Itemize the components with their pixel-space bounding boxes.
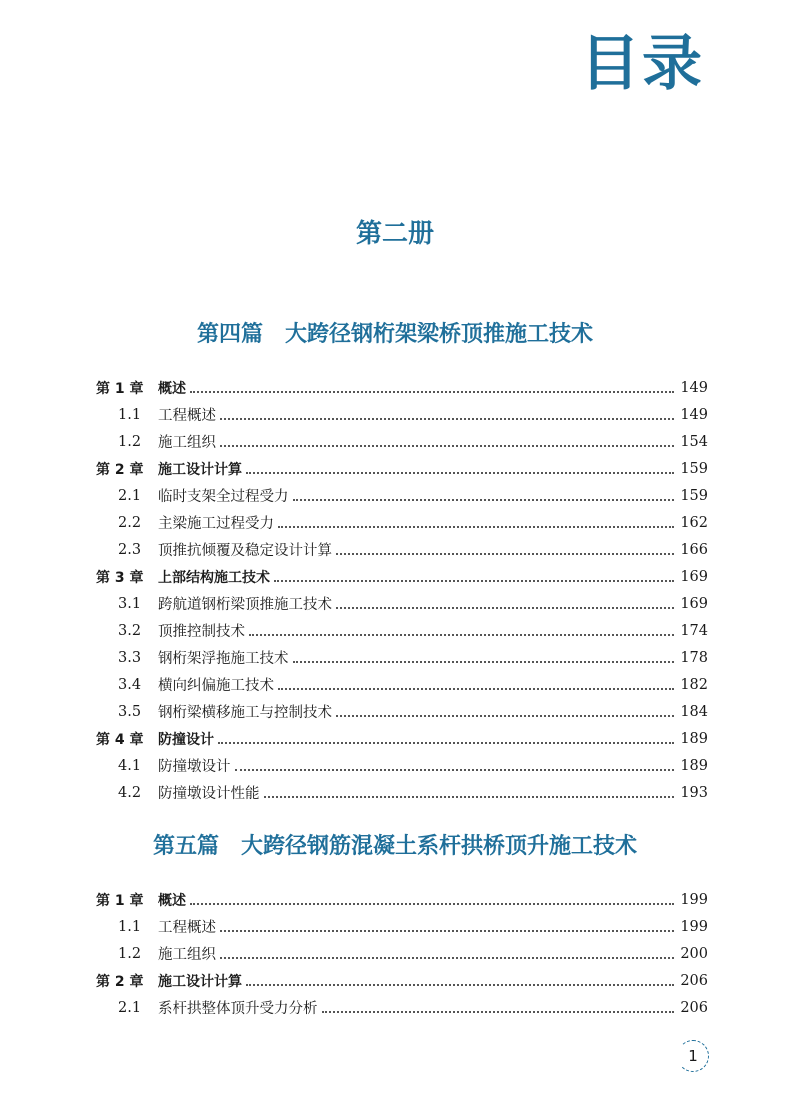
toc-entry-title: 概述 xyxy=(158,892,186,909)
toc-entry-number: 第 2 章 xyxy=(96,973,144,990)
toc-entry-title: 防撞墩设计性能 xyxy=(158,786,260,802)
page-number xyxy=(677,1040,709,1072)
page-title: 目录 xyxy=(580,29,704,99)
toc-entry-page: 199 xyxy=(680,918,708,935)
toc-entry-title: 工程概述 xyxy=(158,920,216,936)
dot-leader xyxy=(293,499,675,501)
dot-leader xyxy=(264,796,675,798)
dot-leader xyxy=(322,1011,675,1013)
toc-chapter-row[interactable] xyxy=(96,563,708,590)
toc-entry-number: 第 1 章 xyxy=(96,380,144,397)
toc-entry-number: 1.2 xyxy=(118,945,142,962)
toc-entry-page: 206 xyxy=(680,999,708,1016)
toc-entry-title: 施工组织 xyxy=(158,947,216,963)
toc-entry-title: 钢桁架浮拖施工技术 xyxy=(158,651,289,667)
dot-leader xyxy=(278,688,674,690)
toc-entry-page: 149 xyxy=(680,406,708,423)
toc-entry-page: 149 xyxy=(680,379,708,396)
dot-leader xyxy=(246,472,674,474)
toc-entry-number: 1.2 xyxy=(118,433,142,450)
toc-entry-title: 跨航道钢桁梁顶推施工技术 xyxy=(158,597,332,613)
toc-section-row[interactable] xyxy=(96,644,708,671)
toc-entry-title: 防撞设计 xyxy=(158,731,214,748)
part-heading xyxy=(0,318,790,350)
toc-entry-page: 182 xyxy=(680,676,708,693)
part-title: 大跨径钢桁架梁桥顶推施工技术 xyxy=(285,321,594,347)
part-title: 大跨径钢筋混凝土系杆拱桥顶升施工技术 xyxy=(241,833,638,859)
dot-leader xyxy=(336,553,674,555)
toc-section-row[interactable] xyxy=(96,401,708,428)
toc-entry-page: 174 xyxy=(680,622,708,639)
toc-entry-number: 1.1 xyxy=(118,406,142,423)
toc-entry-page: 206 xyxy=(680,972,708,989)
part-label: 第四篇 xyxy=(196,321,263,347)
toc-entry-title: 施工设计计算 xyxy=(158,461,242,478)
toc-chapter-row[interactable] xyxy=(96,725,708,752)
dot-leader xyxy=(235,769,675,771)
toc-entry-page: 189 xyxy=(680,730,708,747)
toc-entry-page: 159 xyxy=(680,460,708,477)
toc-entry-number: 第 2 章 xyxy=(96,461,144,478)
dot-leader xyxy=(220,957,674,959)
dot-leader xyxy=(246,984,674,986)
dot-leader xyxy=(274,580,674,582)
toc-entry-number: 4.1 xyxy=(118,757,142,774)
toc-entry-title: 临时支架全过程受力 xyxy=(158,489,289,505)
toc-entry-page: 193 xyxy=(680,784,708,801)
toc-entry-number: 3.1 xyxy=(118,595,142,612)
volume-title: 第二册 xyxy=(355,219,434,249)
toc-chapter-row[interactable] xyxy=(96,374,708,401)
toc-section-row[interactable] xyxy=(96,590,708,617)
dot-leader xyxy=(190,903,674,905)
toc-list xyxy=(96,886,708,1021)
toc-section-row[interactable] xyxy=(96,940,708,967)
toc-section-row[interactable] xyxy=(96,671,708,698)
toc-entry-title: 施工组织 xyxy=(158,435,216,451)
toc-section-row[interactable] xyxy=(96,509,708,536)
toc-entry-page: 184 xyxy=(680,703,708,720)
dot-leader xyxy=(220,418,674,420)
dot-leader xyxy=(190,391,674,393)
dot-leader xyxy=(278,526,674,528)
toc-entry-title: 施工设计计算 xyxy=(158,973,242,990)
toc-entry-title: 横向纠偏施工技术 xyxy=(158,678,274,694)
toc-entry-number: 4.2 xyxy=(118,784,142,801)
toc-list xyxy=(96,374,708,806)
toc-chapter-row[interactable] xyxy=(96,967,708,994)
dot-leader xyxy=(249,634,674,636)
toc-entry-title: 系杆拱整体顶升受力分析 xyxy=(158,1001,318,1017)
dot-leader xyxy=(220,445,674,447)
toc-entry-title: 概述 xyxy=(158,380,186,397)
toc-entry-title: 钢桁梁横移施工与控制技术 xyxy=(158,705,332,721)
toc-entry-page: 166 xyxy=(680,541,708,558)
toc-entry-number: 2.2 xyxy=(118,514,142,531)
toc-entry-number: 3.5 xyxy=(118,703,142,720)
toc-entry-number: 3.4 xyxy=(118,676,142,693)
dot-leader xyxy=(336,715,674,717)
toc-entry-page: 159 xyxy=(680,487,708,504)
toc-section-row[interactable] xyxy=(96,698,708,725)
dot-leader xyxy=(293,661,675,663)
dot-leader xyxy=(218,742,674,744)
toc-section-row[interactable] xyxy=(96,428,708,455)
toc-entry-number: 2.1 xyxy=(118,999,142,1016)
part-label: 第五篇 xyxy=(152,833,219,859)
toc-entry-page: 162 xyxy=(680,514,708,531)
toc-entry-title: 主梁施工过程受力 xyxy=(158,516,274,532)
toc-entry-number: 2.1 xyxy=(118,487,142,504)
part-heading xyxy=(0,830,790,862)
toc-section-row[interactable] xyxy=(96,913,708,940)
toc-section-row[interactable] xyxy=(96,482,708,509)
toc-entry-number: 3.2 xyxy=(118,622,142,639)
toc-chapter-row[interactable] xyxy=(96,455,708,482)
toc-entry-page: 154 xyxy=(680,433,708,450)
toc-entry-page: 189 xyxy=(680,757,708,774)
toc-entry-title: 顶推控制技术 xyxy=(158,624,245,640)
page-number-label: 1 xyxy=(688,1047,698,1065)
toc-entry-number: 3.3 xyxy=(118,649,142,666)
dot-leader xyxy=(336,607,674,609)
toc-entry-title: 顶推抗倾覆及稳定设计计算 xyxy=(158,543,332,559)
toc-section-row[interactable] xyxy=(96,536,708,563)
toc-entry-title: 防撞墩设计 xyxy=(158,759,231,775)
toc-entry-title: 工程概述 xyxy=(158,408,216,424)
toc-entry-page: 199 xyxy=(680,891,708,908)
toc-entry-number: 1.1 xyxy=(118,918,142,935)
toc-section-row[interactable] xyxy=(96,617,708,644)
toc-entry-number: 第 1 章 xyxy=(96,892,144,909)
toc-entry-number: 第 3 章 xyxy=(96,569,144,586)
toc-entry-page: 200 xyxy=(680,945,708,962)
toc-section-row[interactable] xyxy=(96,779,708,806)
toc-chapter-row[interactable] xyxy=(96,886,708,913)
toc-entry-page: 169 xyxy=(680,595,708,612)
toc-entry-title: 上部结构施工技术 xyxy=(158,569,270,586)
dot-leader xyxy=(220,930,674,932)
toc-entry-number: 2.3 xyxy=(118,541,142,558)
toc-entry-page: 178 xyxy=(680,649,708,666)
toc-section-row[interactable] xyxy=(96,994,708,1021)
toc-entry-page: 169 xyxy=(680,568,708,585)
toc-entry-number: 第 4 章 xyxy=(96,731,144,748)
toc-section-row[interactable] xyxy=(96,752,708,779)
